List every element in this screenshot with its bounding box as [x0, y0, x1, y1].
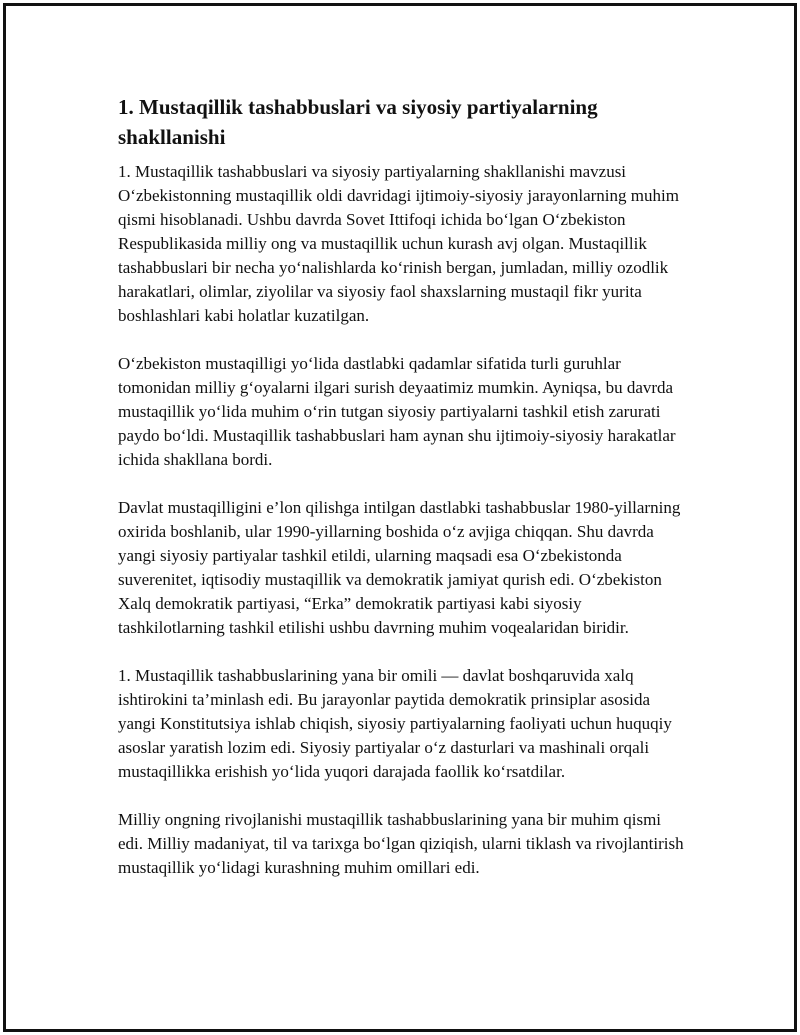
- paragraph-1: 1. Mustaqillik tashabbuslari va siyosiy partiyalarning shakllanishi mavzusi O‘zbekistonning mustaqillik oldi davridagi ijtimoiy-siyosiy jarayonlarning muhim qismi hisoblanadi. Ushbu davrda Sovet Ittifoqi ichida bo‘lgan O‘zbekiston Respublikasida milliy ong va mustaqillik uchun kurash avj olgan. Mustaqillik tashabbuslari bir necha yo‘nalishlarda ko‘rinish bergan, jumladan, milliy ozodlik harakatlari, olimlar, ziyolilar va siyosiy faol shaxslarning mustaqil fikr yurita boshlashlari kabi holatlar kuzatilgan.: [118, 162, 679, 325]
- paragraph-3: Davlat mustaqilligini e’lon qilishga intilgan dastlabki tashabbuslar 1980-yillarning oxirida boshlanib, ular 1990-yillarning boshida o‘z avjiga chiqqan. Shu davrda yangi siyosiy partiyalar tashkil etildi, ularning maqsadi esa O‘zbekistonda suverenitet, iqtisodiy mustaqillik va demokratik jamiyat qurish edi. O‘zbekiston Xalq demokratik partiyasi, “Erka” demokratik partiyasi kabi siyosiy tashkilotlarning tashkil etilishi ushbu davrning muhim voqealaridan biridir.: [118, 498, 681, 637]
- paragraph-5: Milliy ongning rivojlanishi mustaqillik tashabbuslarining yana bir muhim qismi edi. Milliy madaniyat, til va tarixga bo‘lgan qiziqish, ularni tiklash va rivojlantirish mustaqillik yo‘lidagi kurashning muhim omillari edi.: [118, 810, 684, 877]
- document-body: [118, 92, 688, 880]
- paragraph-2: O‘zbekiston mustaqilligi yo‘lida dastlabki qadamlar sifatida turli guruhlar tomonidan milliy g‘oyalarni ilgari surish deyaatimiz mumkin. Ayniqsa, bu davrda mustaqillik yo‘lida muhim o‘rin tutgan siyosiy partiyalarni tashkil etish zarurati paydo bo‘ldi. Mustaqillik tashabbuslari ham aynan shu ijtimoiy-siyosiy harakatlar ichida shakllana bordi.: [118, 354, 676, 469]
- paragraph-4: 1. Mustaqillik tashabbuslarining yana bir omili — davlat boshqaruvida xalq ishtirokini ta’minlash edi. Bu jarayonlar paytida demokratik prinsiplar asosida yangi Konstitutsiya ishlab chiqish, siyosiy partiyalarning faoliyati uchun huquqiy asoslar yaratish lozim edi. Siyosiy partiyalar o‘z dasturlari va mashinali orqali mustaqillikka erishish yo‘lida yuqori darajada faollik ko‘rsatdilar.: [118, 666, 672, 781]
- document-heading: 1. Mustaqillik tashabbuslari va siyosiy partiyalarning shakllanishi: [118, 95, 598, 149]
